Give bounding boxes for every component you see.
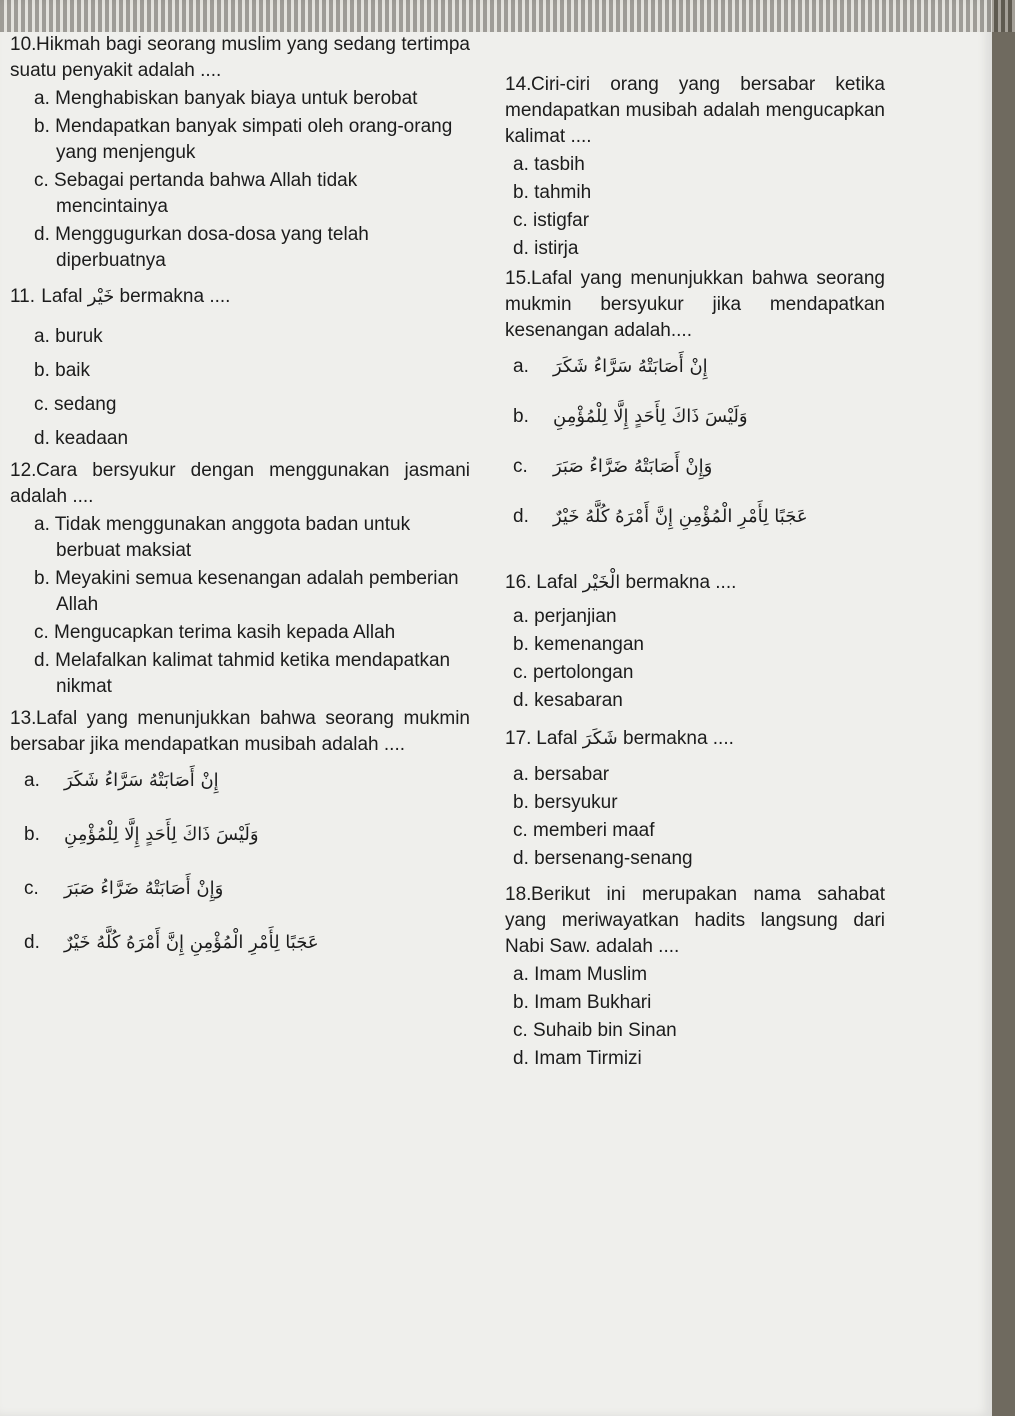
question-number: 10. [10, 34, 37, 55]
question-number: 16. [505, 572, 532, 593]
option-d: d. kesabaran [513, 690, 623, 711]
option-a: a. tasbih [513, 154, 585, 175]
arabic-text: إِنْ أَصَابَتْهُ سَرَّاءُ شَكَرَ [553, 356, 708, 377]
option-d: d. keadaan [34, 428, 129, 449]
arabic-word: الْخَيْر [582, 572, 621, 593]
question-15 [505, 266, 885, 530]
option-b: b. baik [34, 360, 90, 381]
arabic-text: عَجَبًا لِأَمْرِ الْمُؤْمِنِ إِنَّ أَمْرَهُ كُلَّهُ خَيْرٌ [64, 932, 319, 953]
question-18 [505, 882, 885, 1072]
question-number: 17. [505, 728, 532, 749]
option-label: a. [24, 770, 40, 791]
question-number: 18. [505, 884, 532, 905]
option-label: c. [24, 878, 39, 899]
option-b: b. bersyukur [513, 792, 618, 813]
question-16 [505, 570, 885, 714]
question-13 [10, 706, 470, 956]
option-label: b. [513, 406, 529, 427]
question-11 [10, 284, 470, 452]
option-b: b. Imam Bukhari [513, 992, 652, 1013]
option-c: c. Mengucapkan terima kasih kepada Allah [34, 622, 396, 643]
option-c: c. Suhaib bin Sinan [513, 1020, 677, 1041]
option-c [10, 876, 470, 902]
option-d: d. Menggugurkan dosa-dosa yang telah diperbuatnya [34, 224, 369, 271]
option-b: b. Meyakini semua kesenangan adalah pemberian Allah [34, 568, 459, 615]
question-text: Berikut ini merupakan nama sahabat yang meriwayatkan hadits langsung dari Nabi Saw. adalah .... [505, 884, 885, 957]
question-text: Hikmah bagi seorang muslim yang sedang tertimpa suatu penyakit adalah .... [10, 34, 470, 81]
option-label: d. [513, 506, 529, 527]
question-number: 13. [10, 708, 37, 729]
option-label: a. [513, 356, 529, 377]
question-14 [505, 72, 885, 262]
arabic-word: شَكَرَ [582, 728, 618, 749]
arabic-text: عَجَبًا لِأَمْرِ الْمُؤْمِنِ إِنَّ أَمْرَهُ كُلَّهُ خَيْرٌ [553, 506, 808, 527]
option-a [10, 768, 470, 794]
option-label: b. [24, 824, 40, 845]
question-text: Lafal [536, 728, 578, 749]
page-binding-edge [0, 0, 1015, 32]
right-column [505, 72, 885, 1076]
arabic-text: وَلَيْسَ ذَاكَ لِأَحَدٍ إِلَّا لِلْمُؤْمِنِ [553, 406, 748, 427]
question-number: 12. [10, 460, 37, 481]
option-b [10, 822, 470, 848]
option-a: a. buruk [34, 326, 103, 347]
question-text: Lafal yang menunjukkan bahwa seorang mukmin bersabar jika mendapatkan musibah adalah .... [10, 708, 470, 755]
option-b: b. kemenangan [513, 634, 644, 655]
option-a: a. Menghabiskan banyak biaya untuk berobat [34, 88, 418, 109]
option-label: d. [24, 932, 40, 953]
option-c: c. memberi maaf [513, 820, 655, 841]
question-12 [10, 458, 470, 700]
option-d: d. bersenang-senang [513, 848, 693, 869]
question-text: Lafal yang menunjukkan bahwa seorang mukmin bersyukur jika mendapatkan kesenangan adalah.... [505, 268, 885, 341]
option-b [505, 404, 885, 430]
arabic-text: وَإِنْ أَصَابَتْهُ ضَرَّاءُ صَبَرَ [64, 878, 224, 899]
question-text: Lafal [41, 286, 83, 307]
arabic-text: إِنْ أَصَابَتْهُ سَرَّاءُ شَكَرَ [64, 770, 219, 791]
question-number: 15. [505, 268, 532, 289]
option-a: a. Tidak menggunakan anggota badan untuk berbuat maksiat [34, 514, 411, 561]
question-17 [505, 726, 885, 872]
option-c: c. Sebagai pertanda bahwa Allah tidak mencintainya [34, 170, 358, 217]
arabic-text: وَلَيْسَ ذَاكَ لِأَحَدٍ إِلَّا لِلْمُؤْمِنِ [64, 824, 259, 845]
option-d [10, 930, 470, 956]
question-text: Ciri-ciri orang yang bersabar ketika mendapatkan musibah adalah mengucapkan kalimat .... [505, 74, 885, 147]
left-column [10, 32, 470, 966]
option-a [505, 354, 885, 380]
question-text-end: bermakna .... [625, 572, 737, 593]
question-text-end: bermakna .... [119, 286, 231, 307]
option-d [505, 504, 885, 530]
arabic-text: وَإِنْ أَصَابَتْهُ ضَرَّاءُ صَبَرَ [553, 456, 713, 477]
option-b: b. Mendapatkan banyak simpati oleh orang-orang yang menjenguk [34, 116, 453, 163]
question-number: 11. [10, 286, 36, 307]
option-c: c. sedang [34, 394, 117, 415]
option-d: d. istirja [513, 238, 579, 259]
option-a: a. Imam Muslim [513, 964, 648, 985]
option-d: d. Imam Tirmizi [513, 1048, 642, 1069]
question-text: Lafal [536, 572, 578, 593]
option-a: a. perjanjian [513, 606, 617, 627]
option-c: c. pertolongan [513, 662, 634, 683]
question-text: Cara bersyukur dengan menggunakan jasmani adalah .... [10, 460, 470, 507]
option-b: b. tahmih [513, 182, 592, 203]
option-c: c. istigfar [513, 210, 590, 231]
option-label: c. [513, 456, 528, 477]
option-a: a. bersabar [513, 764, 610, 785]
option-d: d. Melafalkan kalimat tahmid ketika mendapatkan nikmat [34, 650, 451, 697]
arabic-word: خَيْر [87, 286, 115, 307]
question-number: 14. [505, 74, 532, 95]
option-c [505, 454, 885, 480]
question-10 [10, 32, 470, 274]
question-text-end: bermakna .... [623, 728, 734, 749]
